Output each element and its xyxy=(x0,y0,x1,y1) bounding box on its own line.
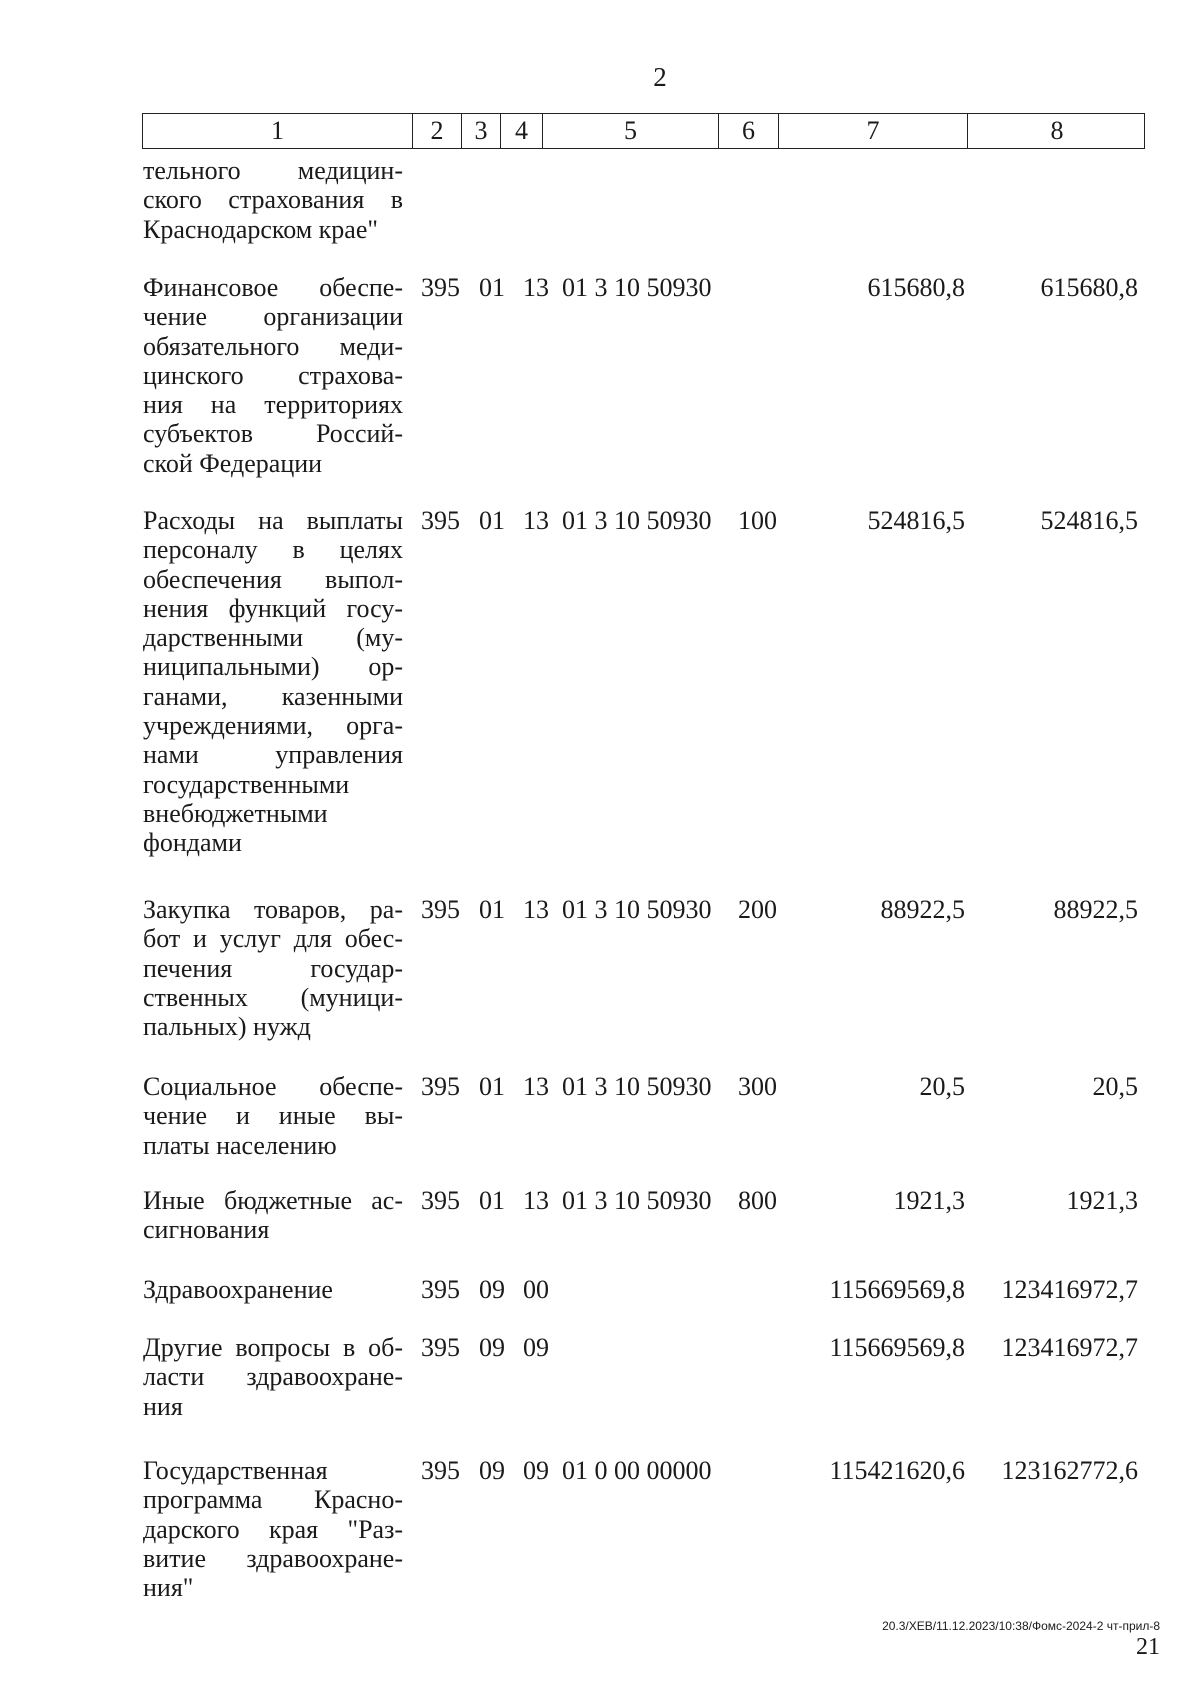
name-line: печения государ- xyxy=(143,953,403,983)
row-2-rz: 01 xyxy=(479,273,505,302)
row-7-ved: 395 xyxy=(421,1275,460,1304)
row-7-rz: 09 xyxy=(479,1275,505,1304)
row-9-csr: 01 0 00 00000 xyxy=(562,1456,712,1485)
name-line: обязательного меди- xyxy=(143,331,403,361)
row-2-ved: 395 xyxy=(421,273,460,302)
row-6-name xyxy=(143,1186,403,1245)
row-6-sum2: 1921,3 xyxy=(1066,1186,1138,1215)
name-line: обеспечения выпол- xyxy=(143,564,403,594)
column-header-6: 6 xyxy=(719,114,779,148)
name-line: цинского страхова- xyxy=(143,360,403,390)
name-line: Социальное обеспе- xyxy=(143,1072,403,1101)
row-2-csr: 01 3 10 50930 xyxy=(562,273,712,302)
row-4-csr: 01 3 10 50930 xyxy=(562,895,712,924)
name-line: ласти здравоохране- xyxy=(143,1362,403,1392)
column-header-8: 8 xyxy=(1050,116,1064,145)
name-line: сигнования xyxy=(143,1215,270,1245)
name-line: программа Красно- xyxy=(143,1485,403,1515)
row-9-sum1: 115421620,6 xyxy=(829,1456,965,1485)
row-6-rz: 01 xyxy=(479,1186,505,1215)
row-5-sum2: 20,5 xyxy=(1092,1072,1138,1101)
row-6-ved: 395 xyxy=(421,1186,460,1215)
row-4-vr: 200 xyxy=(738,895,777,924)
name-line: Государственная xyxy=(143,1456,328,1485)
name-line: Иные бюджетные ас- xyxy=(143,1186,403,1215)
name-line: пальных) нужд xyxy=(143,1012,311,1042)
row-8-sum2: 123416972,7 xyxy=(1001,1333,1138,1362)
sheet-number: 21 xyxy=(1136,1634,1160,1660)
row-4-rz: 01 xyxy=(479,895,505,924)
column-header-4: 4 xyxy=(501,114,543,148)
row-6-sum1: 1921,3 xyxy=(893,1186,965,1215)
row-3-ved: 395 xyxy=(421,506,460,535)
column-header-3: 3 xyxy=(462,114,501,148)
row-8-sum1: 115669569,8 xyxy=(829,1333,965,1362)
row-7-name xyxy=(143,1275,403,1304)
row-4-pr: 13 xyxy=(523,895,549,924)
column-header-1: 1 xyxy=(143,114,413,148)
name-line: чение и иные вы- xyxy=(143,1101,403,1131)
name-line: внебюджетными xyxy=(143,798,328,828)
row-6-pr: 13 xyxy=(523,1186,549,1215)
name-line: Здравоохранение xyxy=(143,1275,333,1304)
name-line: Другие вопросы в об- xyxy=(143,1333,403,1362)
row-8-rz: 09 xyxy=(479,1333,505,1362)
name-line: государственными xyxy=(143,769,350,799)
column-header-7: 7 xyxy=(779,114,968,148)
row-5-name xyxy=(143,1072,403,1160)
row-7-sum1: 115669569,8 xyxy=(829,1275,965,1304)
document-stamp: 20.3/ХЕВ/11.12.2023/10:38/Фомс-2024-2 чт-прил-8 xyxy=(882,1619,1160,1633)
name-line: Закупка товаров, ра- xyxy=(143,895,403,924)
name-line: Финансовое обеспе- xyxy=(143,273,403,302)
row-9-rz: 09 xyxy=(479,1456,505,1485)
row-6-csr: 01 3 10 50930 xyxy=(562,1186,712,1215)
row-3-csr: 01 3 10 50930 xyxy=(562,506,712,535)
row-9-ved: 395 xyxy=(421,1456,460,1485)
name-line: ниципальными) ор- xyxy=(143,652,403,682)
name-line: учреждениями, орга- xyxy=(143,711,403,741)
name-line: тельного медицин- xyxy=(143,156,403,185)
row-4-ved: 395 xyxy=(421,895,460,924)
row-8-name xyxy=(143,1333,403,1421)
name-line: ния" xyxy=(143,1573,194,1603)
row-3-sum1: 524816,5 xyxy=(867,506,965,535)
row-3-pr: 13 xyxy=(523,506,549,535)
page-number: 2 xyxy=(653,62,667,92)
row-9-name xyxy=(143,1456,403,1602)
row-7-pr: 00 xyxy=(523,1275,549,1304)
row-5-ved: 395 xyxy=(421,1072,460,1101)
row-4-sum1: 88922,5 xyxy=(880,895,965,924)
row-3-sum2: 524816,5 xyxy=(1040,506,1138,535)
row-3-vr: 100 xyxy=(738,506,777,535)
row-4-name xyxy=(143,895,403,1041)
name-line: ственных (муници- xyxy=(143,982,403,1012)
row-2-sum1: 615680,8 xyxy=(867,273,965,302)
name-line: ского страхования в xyxy=(143,185,403,215)
row-5-rz: 01 xyxy=(479,1072,505,1101)
row-5-sum1: 20,5 xyxy=(919,1072,965,1101)
name-line: фондами xyxy=(143,828,242,858)
name-line: чение организации xyxy=(143,302,403,332)
name-line: ния xyxy=(143,1391,183,1421)
row-3-name xyxy=(143,506,403,858)
row-8-ved: 395 xyxy=(421,1333,460,1362)
name-line: ния на территориях xyxy=(143,390,403,420)
name-line: Расходы на выплаты xyxy=(143,506,403,535)
name-line: нения функций госу- xyxy=(143,593,403,623)
name-line: субъектов Россий- xyxy=(143,419,403,449)
name-line: дарского края "Раз- xyxy=(143,1514,403,1544)
row-9-sum2: 123162772,6 xyxy=(1001,1456,1138,1485)
row-6-vr: 800 xyxy=(738,1186,777,1215)
table-header xyxy=(142,113,1145,149)
name-line: ской Федерации xyxy=(143,448,323,478)
name-line: персоналу в целях xyxy=(143,535,403,565)
name-line: витие здравоохране- xyxy=(143,1543,403,1573)
name-line: бот и услуг для обес- xyxy=(143,924,403,954)
name-line: нами управления xyxy=(143,740,403,770)
name-line: ганами, казенными xyxy=(143,681,403,711)
column-header-5: 5 xyxy=(543,114,719,148)
row-2-sum2: 615680,8 xyxy=(1040,273,1138,302)
row-5-vr: 300 xyxy=(738,1072,777,1101)
name-line: платы населению xyxy=(143,1130,337,1160)
row-8-pr: 09 xyxy=(523,1333,549,1362)
row-3-rz: 01 xyxy=(479,506,505,535)
name-line: Краснодарском крае" xyxy=(143,214,378,244)
row-5-pr: 13 xyxy=(523,1072,549,1101)
row-1-name xyxy=(143,156,403,244)
row-2-pr: 13 xyxy=(523,273,549,302)
row-7-sum2: 123416972,7 xyxy=(1001,1275,1138,1304)
column-header-2: 2 xyxy=(413,114,462,148)
row-4-sum2: 88922,5 xyxy=(1053,895,1138,924)
name-line: дарственными (му- xyxy=(143,623,403,653)
row-2-name xyxy=(143,273,403,478)
row-5-csr: 01 3 10 50930 xyxy=(562,1072,712,1101)
row-9-pr: 09 xyxy=(523,1456,549,1485)
